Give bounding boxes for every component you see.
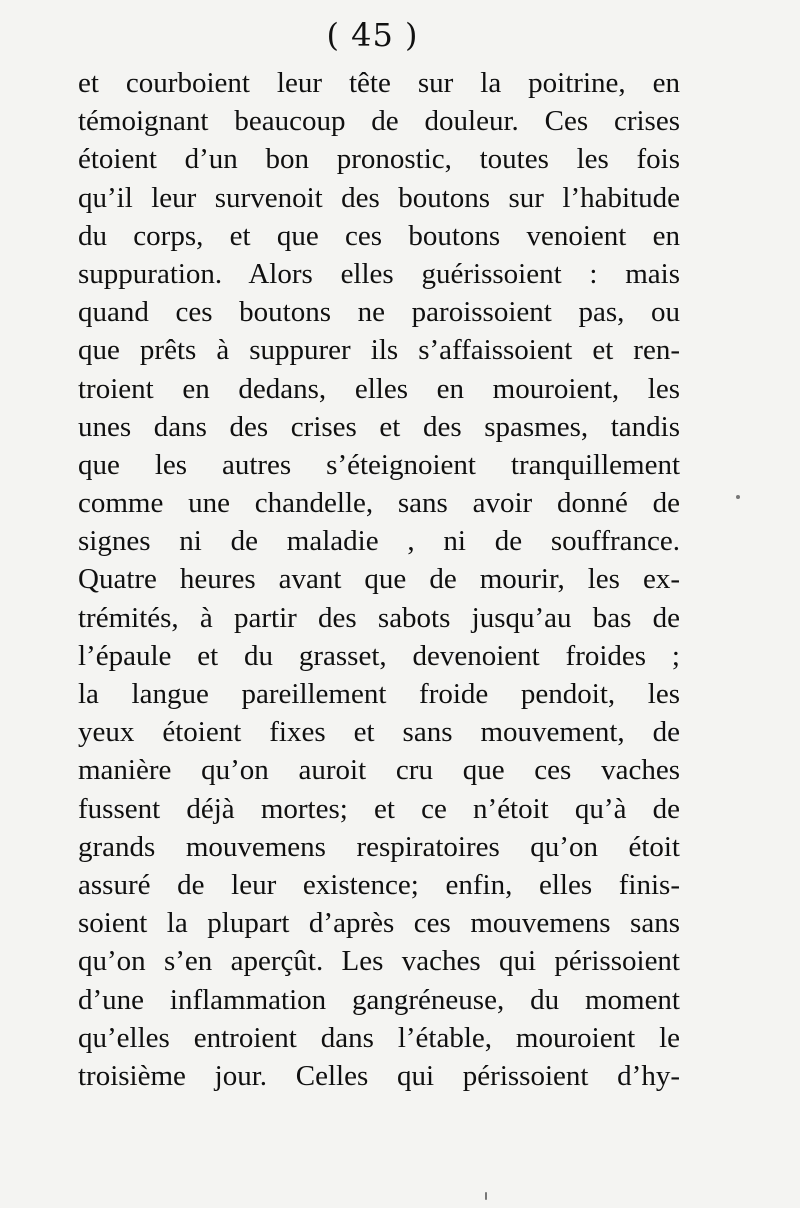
text-line: Quatre heures avant que de mourir, les ex- bbox=[78, 563, 680, 596]
text-line: qu’elles entroient dans l’étable, mouroient le bbox=[78, 1021, 680, 1054]
text-line: du corps, et que ces boutons venoient en bbox=[78, 219, 680, 252]
paper-speck bbox=[736, 495, 740, 499]
text-line: fussent déjà mortes; et ce n’étoit qu’à de bbox=[78, 792, 680, 825]
text-line: troient en dedans, elles en mouroient, les bbox=[78, 372, 680, 405]
text-line: étoient d’un bon pronostic, toutes les fois bbox=[78, 143, 680, 176]
text-line: d’une inflammation gangréneuse, du moment bbox=[78, 983, 680, 1016]
text-line: unes dans des crises et des spasmes, tandis bbox=[78, 410, 680, 443]
text-line: grands mouvemens respiratoires qu’on étoit bbox=[78, 830, 680, 863]
text-line: manière qu’on auroit cru que ces vaches bbox=[78, 754, 680, 787]
text-line: et courboient leur tête sur la poitrine, en bbox=[78, 67, 680, 99]
text-line: comme une chandelle, sans avoir donné de bbox=[78, 487, 680, 520]
text-line: que prêts à suppurer ils s’affaissoient et ren- bbox=[78, 334, 680, 367]
text-line: témoignant beaucoup de douleur. Ces crises bbox=[78, 105, 680, 138]
text-line: qu’on s’en aperçût. Les vaches qui périssoient bbox=[78, 945, 680, 978]
text-line: troisième jour. Celles qui périssoient d’hy- bbox=[78, 1059, 680, 1092]
text-line: soient la plupart d’après ces mouvemens sans bbox=[78, 907, 680, 940]
text-line: yeux étoient fixes et sans mouvement, de bbox=[78, 716, 680, 749]
text-line: l’épaule et du grasset, devenoient froides ; bbox=[78, 639, 680, 672]
paper-speck bbox=[485, 1192, 487, 1200]
text-line: qu’il leur survenoit des boutons sur l’habitude bbox=[78, 181, 680, 214]
body-text bbox=[78, 64, 680, 1095]
page-number: ( 45 ) bbox=[326, 16, 419, 54]
text-line: que les autres s’éteignoient tranquillement bbox=[78, 448, 680, 481]
text-line: quand ces boutons ne paroissoient pas, ou bbox=[78, 296, 680, 329]
text-line: trémités, à partir des sabots jusqu’au bas de bbox=[78, 601, 680, 634]
text-line: suppuration. Alors elles guérissoient : mais bbox=[78, 257, 680, 290]
text-line: la langue pareillement froide pendoit, les bbox=[78, 678, 680, 710]
text-line: assuré de leur existence; enfin, elles finis- bbox=[78, 868, 680, 901]
text-line: signes ni de maladie , ni de souffrance. bbox=[78, 525, 680, 558]
